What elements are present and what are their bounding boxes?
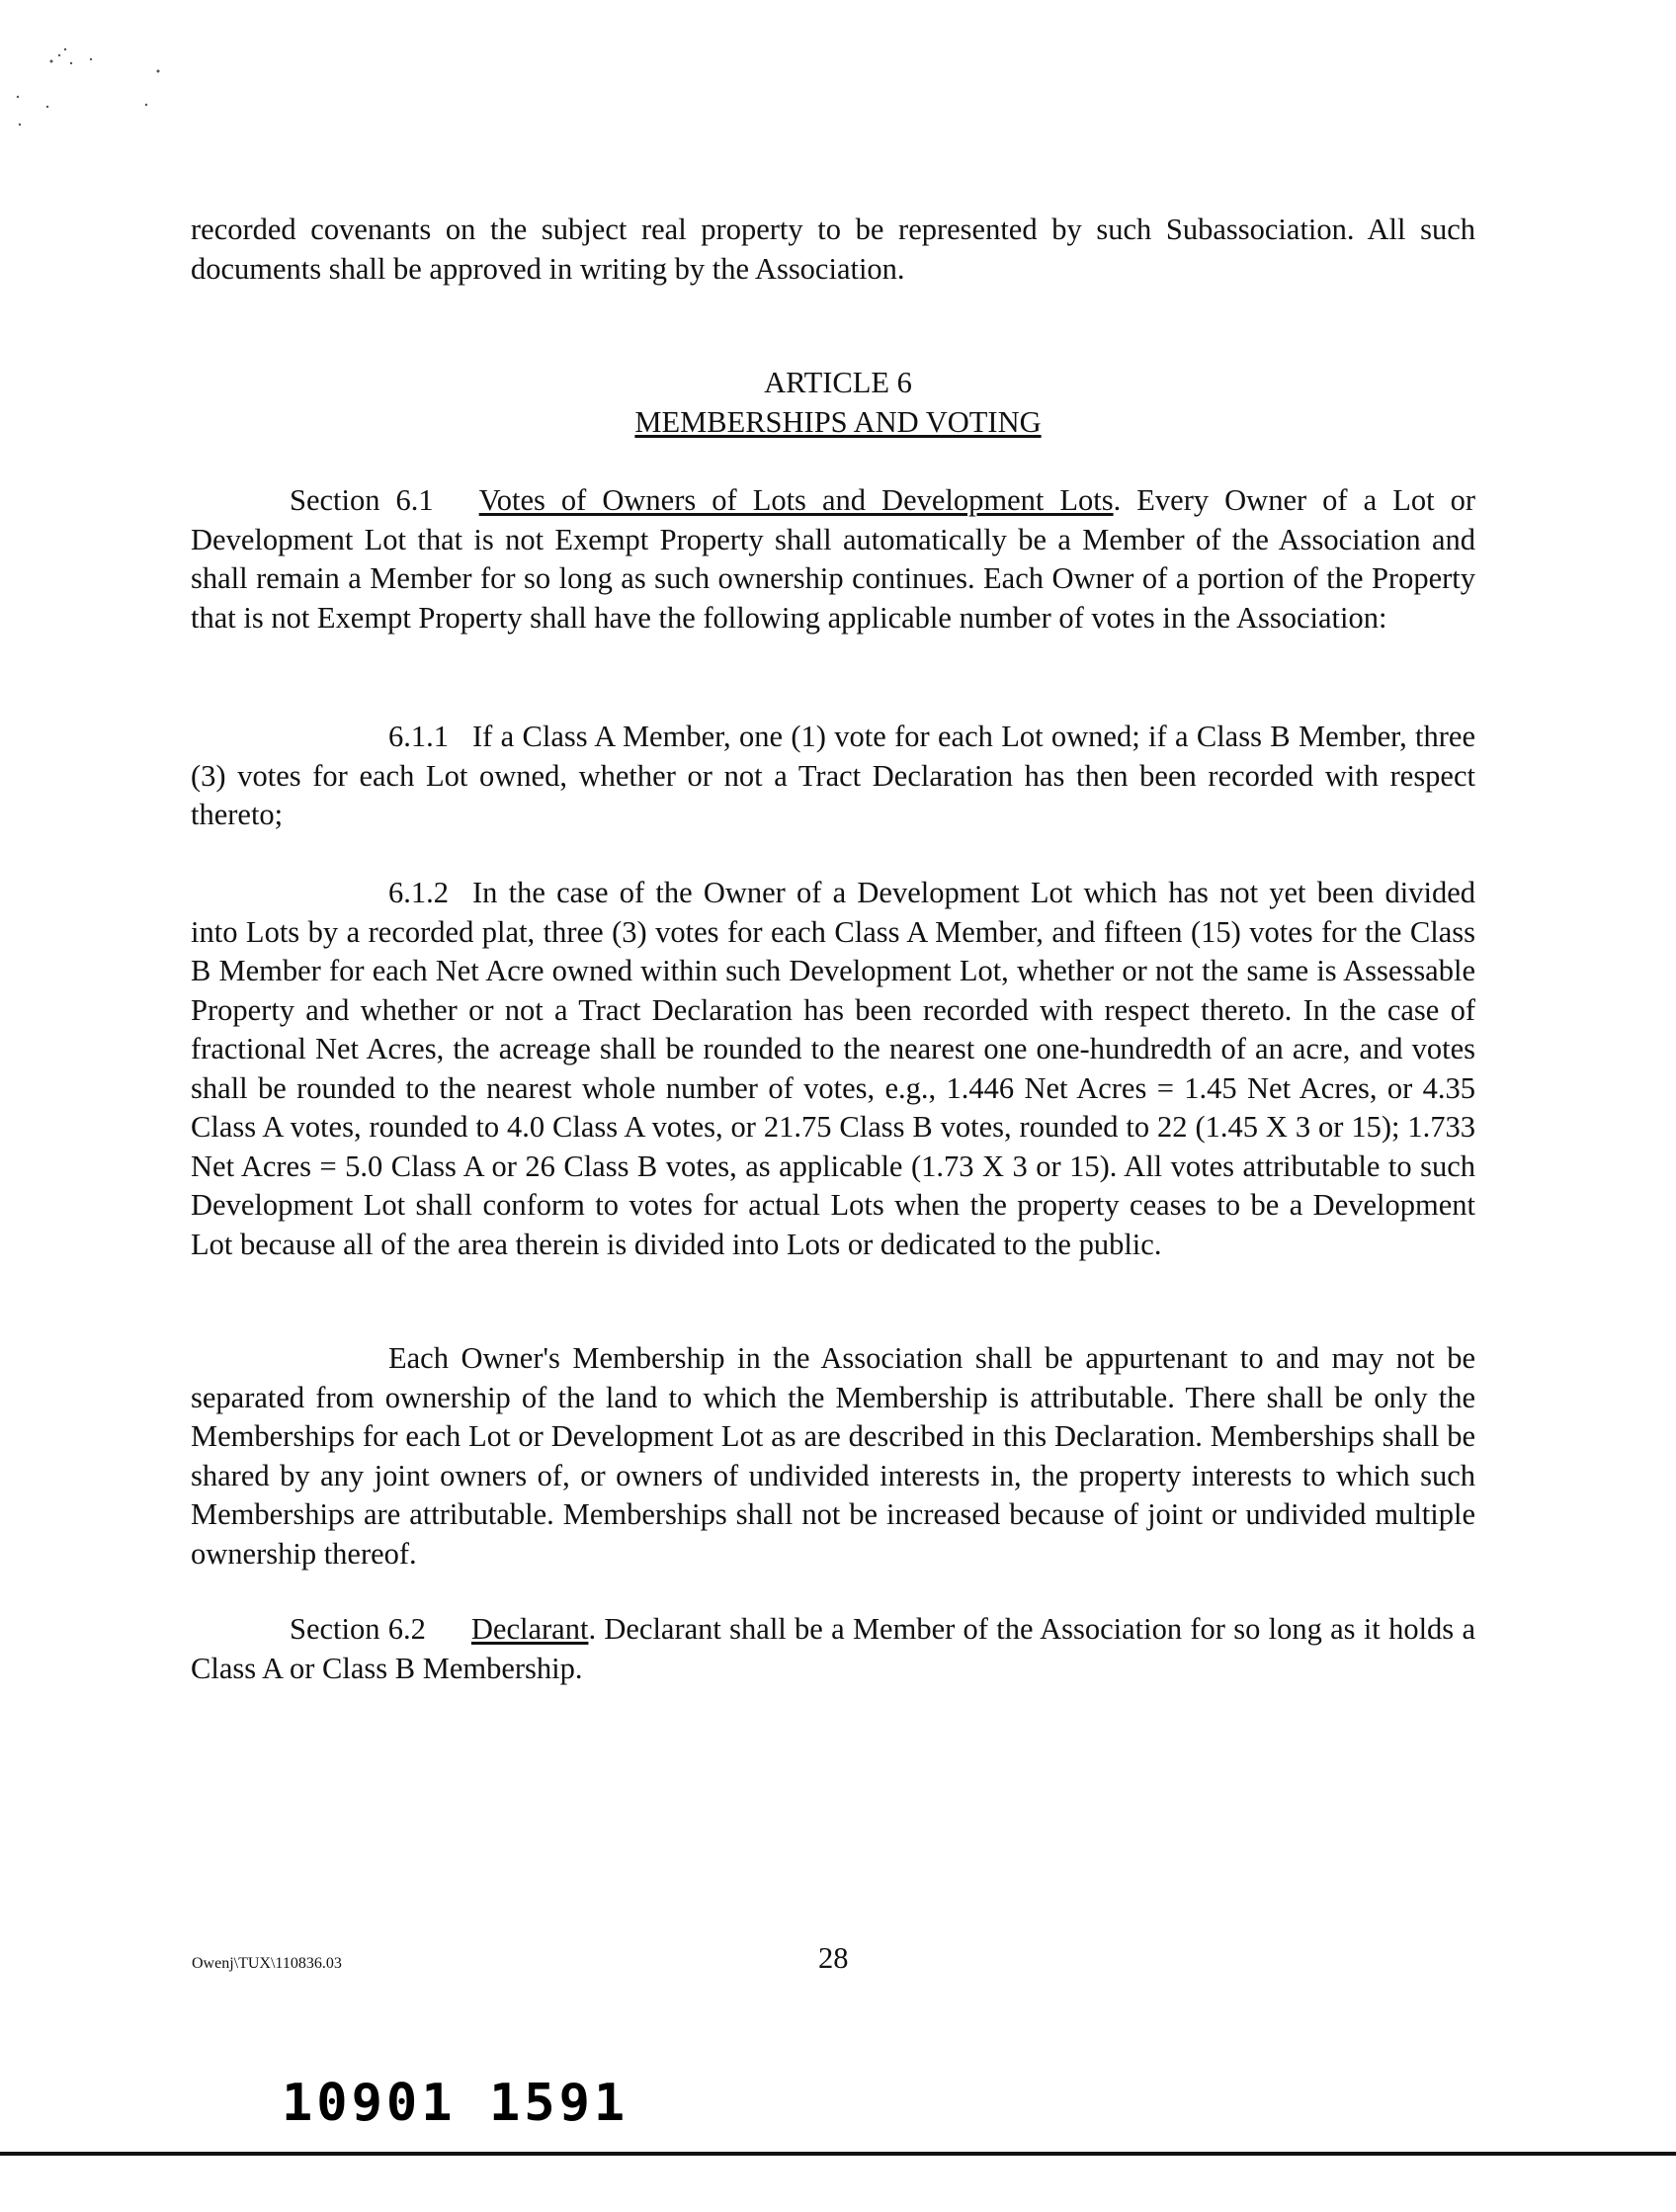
- intro-paragraph: recorded covenants on the subject real property to be represented by such Subassociation. All such documents shall be approved in writing by the Association.: [191, 213, 1475, 286]
- membership-paragraph: Each Owner's Membership in the Association shall be appurtenant to and may not be separated from ownership of the land to which the Membership is attributable. There shall be only the Memberships for each Lot or Development Lot as are described in this Declaration. Memberships shall be shared by any joint owners of, or owners of undivided interests in, the property interests to which such Memberships are attributable. Memberships shall not be increased because of joint or undivided multiple ownership thereof.: [191, 1341, 1475, 1571]
- subsection-number: 6.1.1: [388, 720, 449, 753]
- recording-book-number: 10901: [282, 2074, 457, 2133]
- subsection-body: If a Class A Member, one (1) vote for each Lot owned; if a Class B Member, three (3) votes for each Lot owned, whether or not a Tract Declaration has then been recorded with respect thereto;: [191, 720, 1475, 831]
- section-6-2: [191, 1610, 1475, 1688]
- article-number: ARTICLE 6: [764, 366, 912, 399]
- subsection-number: 6.1.2: [388, 876, 449, 909]
- recording-page-number: 1591: [489, 2074, 629, 2133]
- section-title: Declarant: [470, 1612, 589, 1646]
- article-title: MEMBERSHIPS AND VOTING: [634, 405, 1042, 439]
- section-title: Votes of Owners of Lots and Development Lots: [478, 483, 1114, 517]
- section-body: . Declarant shall be a Member of the Association for so long as it holds a Class A or Class B Membership.: [191, 1612, 1475, 1685]
- subsection-6-1-1: [191, 718, 1475, 835]
- section-6-1: [191, 481, 1475, 638]
- scan-specks: [0, 0, 198, 138]
- subsection-6-1-2: [191, 874, 1475, 1264]
- page-number: 28: [818, 1941, 849, 1975]
- section-body: . Every Owner of a Lot or Development Lot that is not Exempt Property shall automatically be a Member of the Association and shall remain a Member for so long as such ownership continues. Each Owner of a portion of the Property that is not Exempt Property shall have the following applicable number of votes in the Association:: [191, 483, 1475, 635]
- footer-file-id: Owenj\TUX\110836.03: [192, 1955, 342, 1972]
- section-number: Section 6.2: [290, 1612, 426, 1646]
- bottom-rule: [0, 2152, 1676, 2156]
- subsection-body: In the case of the Owner of a Development Lot which has not yet been divided into Lots by a recorded plat, three (3) votes for each Class A Member, and fifteen (15) votes for the Class B Member for each Net Acre owned within such Development Lot, whether or not the same is Assessable Property and whether or not a Tract Declaration has been recorded with respect thereto. In the case of fractional Net Acres, the acreage shall be rounded to the nearest one one-hundredth of an acre, and votes shall be rounded to the nearest whole number of votes, e.g., 1.446 Net Acres = 1.45 Net Acres, or 4.35 Class A votes, rounded to 4.0 Class A votes, or 21.75 Class B votes, rounded to 22 (1.45 X 3 or 15); 1.733 Net Acres = 5.0 Class A or 26 Class B votes, as applicable (1.73 X 3 or 15). All votes attributable to such Development Lot shall conform to votes for actual Lots when the property ceases to be a Development Lot because all of the area therein is divided into Lots or dedicated to the public.: [191, 876, 1475, 1261]
- section-number: Section 6.1: [290, 483, 434, 517]
